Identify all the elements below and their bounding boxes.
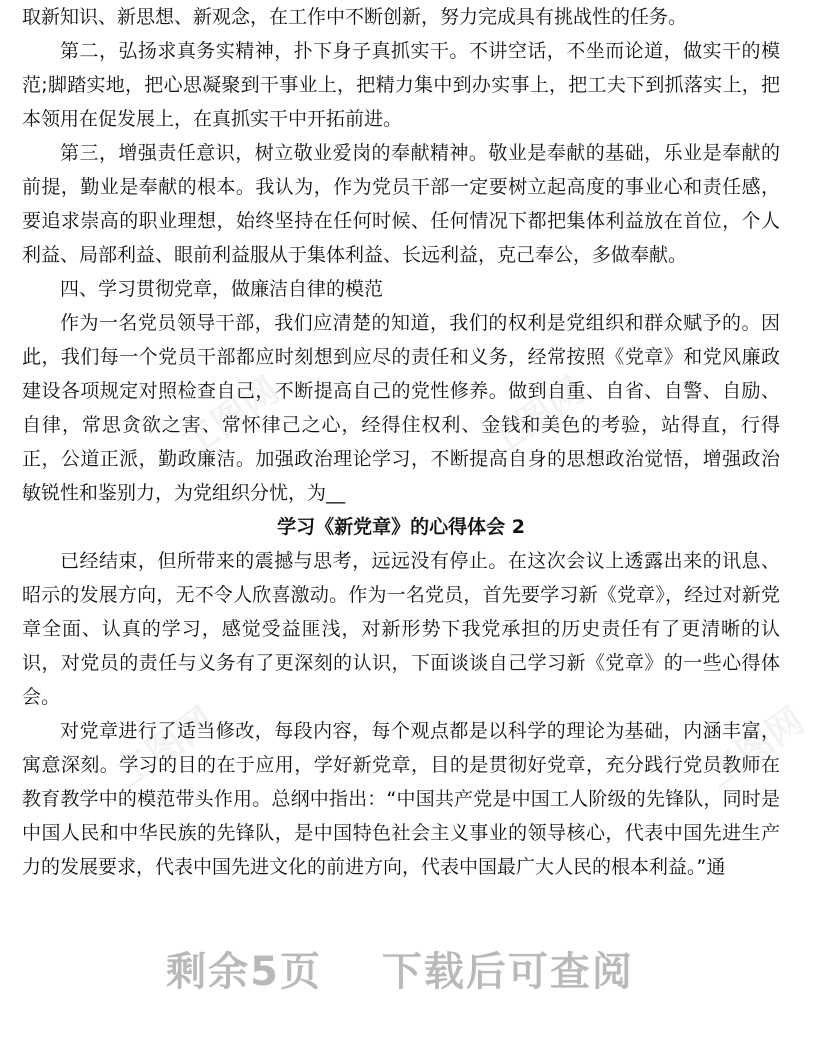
essay-title: 学习《新党章》的心得体会 2 — [277, 516, 525, 538]
section-body: 作为一名党员领导干部，我们应清楚的知道，我们的权利是党组织和群众赋予的。因此，我们每一个党员干部都应时刻想到应尽的责任和义务，经常按照《党章》和党风廉政建设各项规定对照检查自己，不断提高自己的党性修养。做到自重、自省、自警、自励、自律，常思贪欲之害、常怀律己之心，经得住权利、金钱和美色的考验，站得直，行得正，公道正派，勤政廉洁。加强政治理论学习，不断提高自身的思想政治觉悟，增强政治敏锐性和鉴别力，为党组织分忧，为__ — [22, 312, 780, 504]
watermark-logo: 工图网 — [479, 370, 592, 466]
watermark-logo: 工图网 — [109, 700, 222, 796]
document-page — [22, 0, 780, 884]
watermark-logo: 工图网 — [174, 370, 287, 466]
section-heading: 四、学习贯彻党章，做廉洁自律的模范 — [60, 278, 384, 300]
remaining-pages-text: 剩余5页 — [166, 949, 322, 995]
download-prompt[interactable] — [0, 940, 800, 997]
download-to-read-text[interactable]: 下载后可查阅 — [381, 949, 634, 995]
paragraph-second-point: 第二，弘扬求真务实精神，扑下身子真抓实干。不讲空话，不坐而论道，做实干的模范;脚踏实地，把心思凝聚到干事业上，把精力集中到办实事上，把工夫下到抓落实上，把本领用在促发展上，在真抓实干中开拓前进。 — [22, 40, 780, 130]
essay-paragraph-2: 对党章进行了适当修改，每段内容，每个观点都是以科学的理论为基础，内涵丰富，寓意深刻。学习的目的在于应用，学好新党章，目的是贯彻好党章，充分践行党员教师在教育教学中的模范带头作用。总纲中指出：“中国共产党是中国工人阶级的先锋队，同时是中国人民和中华民族的先锋队，是中国特色社会主义事业的领导核心，代表中国先进生产力的发展要求，代表中国先进文化的前进方向，代表中国最广大人民的根本利益。”通 — [22, 720, 780, 878]
essay-paragraph-1: 已经结束，但所带来的震撼与思考，远远没有停止。在这次会议上透露出来的讯息、昭示的发展方向，无不令人欣喜激动。作为一名党员，首先要学习新《党章》，经过对新党章全面、认真的学习，感觉受益匪浅，对新形势下我党承担的历史责任有了更清晰的认识，对党员的责任与义务有了更深刻的认识，下面谈谈自己学习新《党章》的一些心得体会。 — [22, 550, 780, 708]
paragraph-third-point: 第三，增强责任意识，树立敬业爱岗的奉献精神。敬业是奉献的基础，乐业是奉献的前提，勤业是奉献的根本。我认为，作为党员干部一定要树立起高度的事业心和责任感，要追求崇高的职业理想，始终坚持在任何时候、任何情况下都把集体利益放在首位，个人利益、局部利益、眼前利益服从于集体利益、长远利益，克己奉公，多做奉献。 — [22, 142, 780, 266]
watermark-logo: 工图网 — [699, 700, 812, 796]
paragraph-intro-tail: 取新知识、新思想、新观念，在工作中不断创新，努力完成具有挑战性的任务。 — [22, 6, 688, 28]
